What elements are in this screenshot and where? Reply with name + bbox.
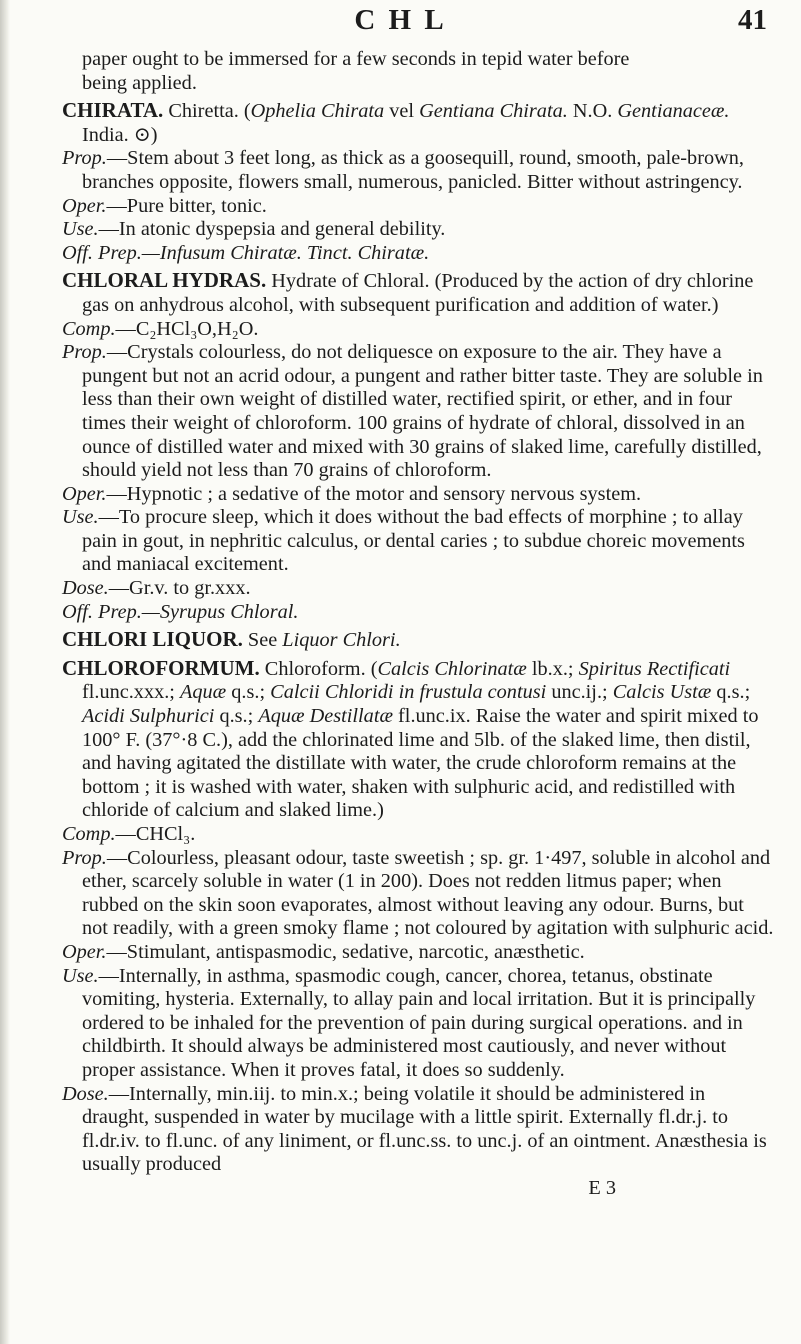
quantity: q.s.; (711, 681, 751, 704)
chirata-vel: vel (384, 100, 420, 123)
chirata-english: Chiretta. ( (163, 100, 251, 123)
chirata-origin: India. ⊙) (82, 123, 158, 146)
page-number: 41 (738, 4, 767, 36)
quantity: lb.x.; (526, 657, 579, 680)
running-header (0, 4, 801, 44)
chirata-latin-2: Gentiana Chirata. (419, 100, 568, 123)
chloral-off-prep: Off. Prep.—Syrupus Chloral. (62, 600, 299, 623)
dose-label: Dose. (62, 1082, 109, 1105)
use-text: —Internally, in asthma, spasmodic cough, cancer, chorea, tetanus, obstinate vomiting, hysteria. Externally, to allay pain and local irritation. But it is principally ordered to be inhaled for the prevention of pain during surgical operations. and in childbirth. It should always be administered most cautiously, and never without proper assistance. When it proves fatal, it does so suddenly. (82, 964, 756, 1081)
oper-text: —Stimulant, antispasmodic, sedative, narcotic, anæsthetic. (106, 940, 585, 963)
ingredient: Calcii Chloridi in frustula contusi (270, 681, 547, 704)
dose-label: Dose. (62, 577, 109, 600)
entry-chloral (62, 269, 774, 624)
chloral-prop (62, 341, 774, 483)
prop-label: Prop. (62, 846, 107, 869)
quantity: q.s.; (226, 681, 271, 704)
prop-text: —Crystals colourless, do not deliquesce on exposure to the air. They have a pungent but not an acrid odour, a pungent and rather bitter taste. They are soluble in less than their own weight of distilled water, rectified spirit, or ether, and in four times their weight of chloroform. 100 grains of hydrate of chloral, dissolved in an ounce of distilled water and mixed with 30 grains of slaked lime, carefully distilled, should yield not less than 70 grains of chloroform. (82, 341, 763, 482)
oper-text: —Hypnotic ; a sedative of the motor and sensory nervous system. (106, 482, 642, 505)
entry-chirata (62, 99, 774, 265)
signature-mark: E 3 (588, 1176, 616, 1199)
chloral-comp (62, 318, 774, 342)
use-label: Use. (62, 964, 99, 987)
chlori-heading (62, 628, 774, 653)
prop-text: —Stem about 3 feet long, as thick as a goosequill, round, smooth, pale-brown, branches opposite, flowers small, numerous, panicled. Bitter without astringency. (82, 147, 744, 193)
chlori-cross-reference: Liquor Chlori. (282, 629, 401, 652)
oper-label: Oper. (62, 482, 107, 505)
chloroformum-use (62, 965, 774, 1083)
chloroformum-title: CHLOROFORMUM. (62, 655, 260, 680)
intro-continuation (62, 48, 774, 95)
chloroformum-dose (62, 1083, 774, 1177)
comp-text: —CHCl₃. (115, 823, 196, 845)
use-label: Use. (62, 506, 99, 529)
chloroformum-heading (62, 657, 774, 823)
chloral-heading (62, 269, 774, 317)
ingredient: Spiritus Rectificati (578, 657, 731, 680)
prop-label: Prop. (62, 147, 107, 170)
dose-text: —Internally, min.iij. to min.x.; being volatile it should be administered in draught, suspended in water by mucilage with a little spirit. Externally fl.dr.j. to fl.dr.iv. to fl.unc. of any liniment, or fl.unc.ss. to unc.j. of an ointment. Anæsthesia is usually produced (82, 1082, 767, 1176)
chirata-order: Gentianaceæ. (617, 100, 730, 123)
use-text: —In atonic dyspepsia and general debility. (98, 218, 446, 241)
intro-line-2: being applied. (82, 71, 197, 94)
chlori-title: CHLORI LIQUOR. (62, 627, 243, 652)
oper-label: Oper. (62, 194, 107, 217)
intro-line-1: paper ought to be immersed for a few seconds in tepid water before (82, 48, 630, 70)
comp-text: —C₂HCl₃O,H₂O. (115, 317, 259, 340)
prop-label: Prop. (62, 341, 107, 364)
chlori-see: See (242, 629, 283, 652)
chirata-prop (62, 147, 774, 194)
ingredient: Calcis Chlorinatæ (377, 657, 527, 680)
chirata-heading (62, 99, 774, 147)
chirata-use (62, 218, 774, 242)
ingredient: Aquæ (180, 681, 227, 704)
chloral-description: Hydrate of Chloral. (Produced by the action of dry chlorine gas on anhydrous alcohol, with subsequent purification and addition of water.) (82, 270, 754, 316)
quantity: q.s.; (214, 705, 259, 728)
chloroformum-comp (62, 823, 774, 847)
page-edge-shadow (0, 0, 10, 1344)
chloral-dose (62, 577, 774, 601)
preparation-method: fl.unc.ix. Raise the water and spirit mixed to 100° F. (37°·8 C.), add the chlorinated lime and 5lb. of the slaked lime, then distil, and having agitated the distillate with water, the crude chloroform remains at the bottom ; it is washed with water, shaken with sulphuric acid, and redistilled with chloride of calcium and slaked lime.) (82, 705, 759, 822)
chirata-off-prep: Off. Prep.—Infusum Chiratæ. Tinct. Chiratæ. (62, 241, 430, 264)
oper-label: Oper. (62, 940, 107, 963)
page-body (62, 48, 774, 1201)
use-text: —To procure sleep, which it does without the bad effects of morphine ; to allay pain in gout, in nephritic calculus, or dental caries ; to subdue choreic movements and maniacal excitement. (82, 506, 745, 576)
ingredient: Aquæ Destillatæ (258, 705, 393, 728)
running-head-title: C H L (354, 4, 447, 36)
chirata-no: N.O. (567, 100, 613, 123)
chloroformum-oper (62, 941, 774, 965)
chirata-oper (62, 195, 774, 219)
quantity: fl.unc.xxx.; (82, 681, 181, 704)
dose-text: —Gr.v. to gr.xxx. (108, 577, 251, 600)
oper-text: —Pure bitter, tonic. (106, 194, 267, 217)
chloroformum-english: Chloroform. ( (259, 657, 378, 680)
ingredient: Calcis Ustæ (612, 681, 712, 704)
chloral-oper (62, 483, 774, 507)
chirata-title: CHIRATA. (62, 98, 164, 123)
entry-chlori-liquor (62, 628, 774, 653)
chloral-use (62, 506, 774, 577)
entry-chloroformum (62, 657, 774, 1177)
comp-label: Comp. (62, 823, 116, 845)
quantity: unc.ij.; (546, 681, 613, 704)
ingredient: Acidi Sulphurici (82, 705, 215, 728)
prop-text: —Colourless, pleasant odour, taste sweetish ; sp. gr. 1·497, soluble in alcohol and ether, scarcely soluble in water (1 in 200). Does not redden litmus paper; when rubbed on the skin soon evaporates, almost without leaving any odour. Burns, but not readily, with a green smoky flame ; not coloured by agitation with sulphuric acid. (82, 846, 774, 940)
chloroformum-prop (62, 847, 774, 941)
use-label: Use. (62, 218, 99, 241)
chirata-latin-1: Ophelia Chirata (250, 100, 385, 123)
comp-label: Comp. (62, 317, 116, 340)
chloral-title: CHLORAL HYDRAS. (62, 268, 267, 293)
